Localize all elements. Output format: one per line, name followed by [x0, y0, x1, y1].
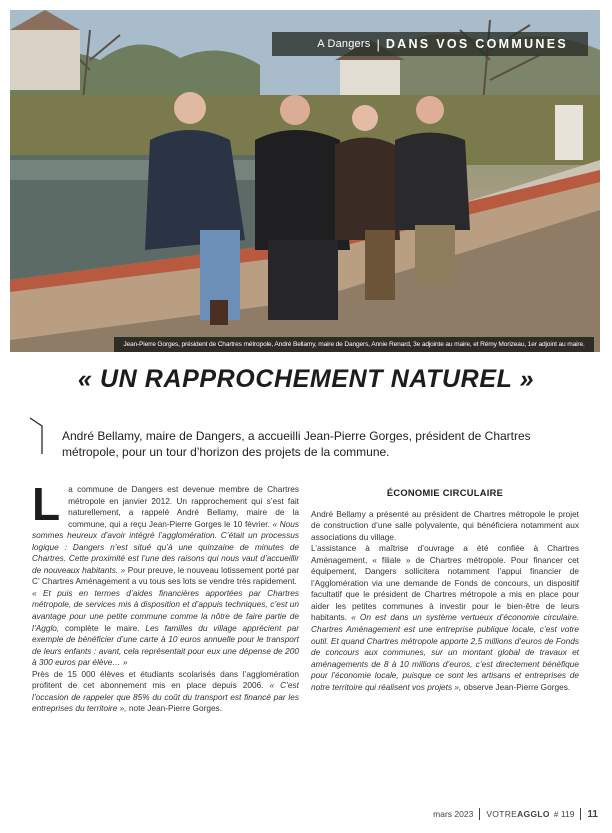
- banner-city: A Dangers: [317, 38, 371, 50]
- subheading: ÉCONOMIE CIRCULAIRE: [386, 488, 504, 498]
- article-column-right: [311, 484, 579, 693]
- page-footer: [433, 807, 598, 821]
- quote: « Nous sommes heureux d’avoir intégré l’agglomération. C’était un processus logique : Dangers n’est situé qu’à une quinzaine de minutes de Chartres. Cette proximité est l’une des raisons qui nous vaut d’accueillir de nouveaux habitants. »: [32, 518, 299, 575]
- footer-divider: [580, 808, 581, 820]
- paragraph-text: complète le maire.: [59, 622, 146, 633]
- chapo-bracket-icon: [28, 416, 48, 456]
- paragraph-text: observe Jean-Pierre Gorges.: [461, 681, 571, 692]
- banner-section: DANS VOS COMMUNES: [385, 37, 568, 51]
- article-lead: André Bellamy, maire de Dangers, a accueilli Jean-Pierre Gorges, président de Chartres métropole, pour un tour d’horizon des projets de la commune.: [62, 429, 531, 459]
- paragraph-text: Pour preuve, le nouveau lotissement porté par C’ Chartres Aménagement a vu tous ses lots se vendre très rapidement.: [32, 564, 299, 587]
- photo-caption: Jean-Pierre Gorges, président de Chartres métropole, André Bellamy, maire de Dangers, Annie Renard, 3e adjointe au maire, et Rémy Morizeau, 1er adjoint au maire.: [114, 337, 594, 352]
- section-banner: [272, 32, 588, 56]
- quote: « On est dans un système vertueux d’économie circulaire. Chartres Aménagement est une entreprise publique locale, c’est votre outil. Et quand Chartres métropole apporte 2,5 millions d’euros de Fonds de concours aux communes, sur un montant global de travaux et aménagements de 8 à 10 millions d’euros, c’est directement bénéfique pour l’économie locale, puisque ce sont les artisans et entreprises de notre territoire qui réalisent vos projets »,: [311, 612, 579, 692]
- paragraph-text: a commune de Dangers est devenue membre de Chartres métropole en janvier 2012. Un rapprochement qui s’est fait naturellement, a rappelé André Bellamy, maire de la commune, qui a reçu Jean-Pierre Gorges le 10 février.: [68, 484, 299, 529]
- paragraph-text: L’assistance à maîtrise d’ouvrage a été confiée à Chartres Aménagement, « filiale » de Chartres métropole. Pour financer cet équipement, Dangers sollicitera notamment l’appui financier de l’Agglomération via une demande de Fonds de concours, un dispositif facultatif que le président de Chartres métropole a mis en place pour aider les petites communes à investir pour le bien-être de leurs habitants.: [311, 543, 579, 623]
- footer-brand-prefix: VOTRE: [486, 809, 518, 819]
- paragraph: [32, 478, 299, 588]
- footer-divider: [479, 808, 480, 820]
- quote: Les familles du village apprécient par exemple de bénéficier d’une carte à 10 euros annuelle pour le transport de leurs enfants : avant, cela représentait pour eux une dépense de 200 à 300 euros par élève… »: [32, 622, 300, 668]
- paragraph: [32, 588, 299, 669]
- paragraph: André Bellamy a présenté au président de Chartres métropole le projet de construction d’une salle polyvalente, qui bénéficiera notamment aux associations du village.: [311, 508, 579, 542]
- quote: « Et puis en termes d’aides financières apportées par Chartres métropole, de services mis à disposition et d’appuis techniques, c’est un avantage pour une petite commune comme la nôtre de faire partie de l’Agglo,: [32, 587, 299, 633]
- paragraph-text: note Jean-Pierre Gorges.: [126, 703, 223, 714]
- footer-brand: AGGLO: [517, 809, 550, 819]
- article-headline: « UN RAPPROCHEMENT NATUREL »: [77, 365, 535, 393]
- article-photo: [10, 10, 600, 352]
- footer-issue: # 119: [553, 809, 575, 819]
- page-number: 11: [587, 808, 598, 820]
- paragraph: [311, 543, 579, 693]
- paragraph-text: Près de 15 000 élèves et étudiants scolarisés dans l’agglomération profitent de cet abonnement mis en place depuis 2006.: [32, 668, 299, 691]
- quote: « C’est l’occasion de rappeler que 85% du coût du transport est financé par les entreprises du territoire »,: [32, 680, 299, 714]
- paragraph: [32, 669, 299, 715]
- banner-separator: |: [376, 36, 380, 52]
- photo-illustration: [10, 10, 600, 352]
- drop-cap: L: [32, 478, 61, 530]
- footer-date: mars 2023: [433, 809, 474, 819]
- article-column-left: [32, 478, 300, 715]
